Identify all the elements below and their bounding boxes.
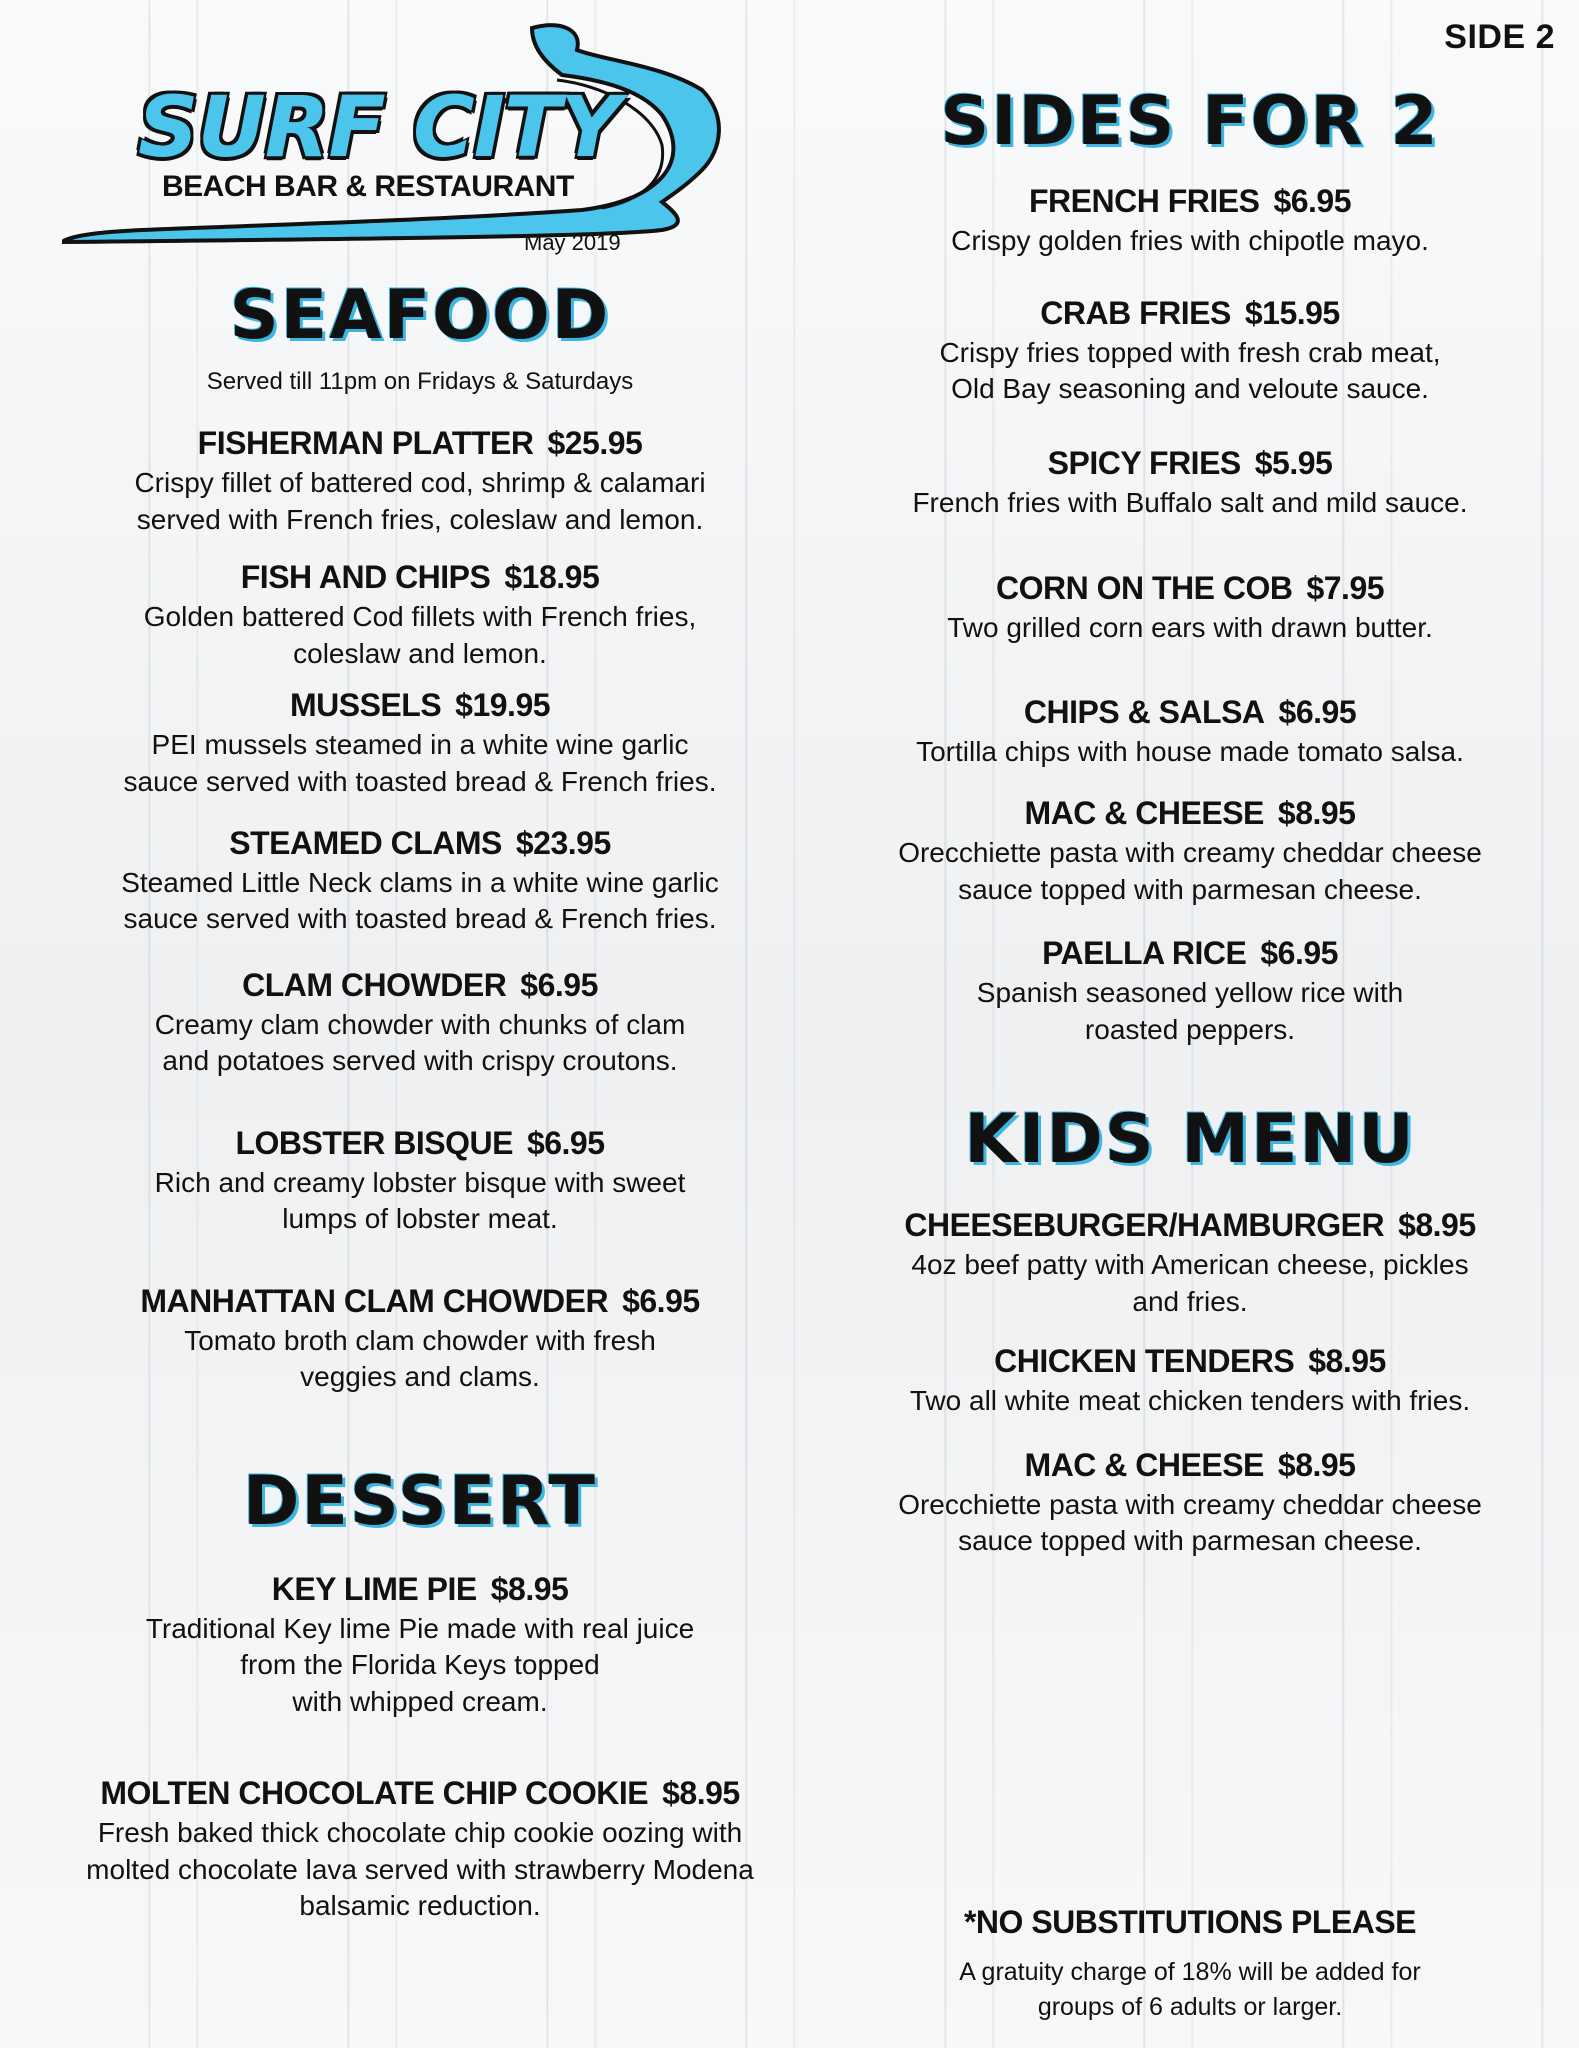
menu-item-price: $8.95 [1308, 1343, 1386, 1380]
menu-item [40, 1776, 800, 1924]
menu-item-price: $23.95 [515, 824, 611, 861]
seafood-note: Served till 11pm on Fridays & Saturdays [206, 368, 634, 395]
no-substitutions-note: *NO SUBSTITUTIONS PLEASE [963, 1904, 1417, 1940]
menu-item-name: MAC & CHEESE [1024, 1446, 1264, 1483]
menu-item-description: PEI mussels steamed in a white wine garlic sauce served with toasted bread & French fries. [123, 729, 717, 797]
left-column [40, 276, 800, 1925]
menu-item [40, 968, 800, 1080]
seafood-title: SEAFOOD [229, 276, 611, 355]
menu-item-title [830, 446, 1550, 481]
kids-menu-title: KIDS MENU [964, 1100, 1416, 1180]
menu-item-name: MAC & CHEESE [1024, 795, 1264, 832]
dessert-title: DESSERT [243, 1461, 597, 1541]
menu-item-price: $19.95 [455, 686, 551, 723]
menu-item-description: Rich and creamy lobster bisque with sweet lumps of lobster meat. [154, 1167, 686, 1235]
kids-items [830, 1208, 1550, 1560]
menu-item-price: $25.95 [547, 425, 643, 461]
logo-subtitle: BEACH BAR & RESTAURANT [162, 170, 574, 203]
menu-item [830, 1344, 1550, 1420]
sides-title: SIDES FOR 2 [940, 82, 1440, 161]
menu-item-price: $8.95 [490, 1570, 569, 1607]
side-label: SIDE 2 [1444, 18, 1555, 56]
menu-item-price: $6.95 [622, 1282, 700, 1319]
menu-item-name: FISH AND CHIPS [240, 558, 491, 595]
menu-item-price: $6.95 [1260, 935, 1338, 972]
menu-item-price: $8.95 [1398, 1207, 1476, 1244]
menu-item-name: MANHATTAN CLAM CHOWDER [140, 1282, 609, 1319]
menu-item-name: FRENCH FRIES [1028, 183, 1260, 219]
menu-item [830, 1208, 1550, 1320]
menu-item-description: Two grilled corn ears with drawn butter. [947, 612, 1433, 644]
menu-item [40, 1284, 800, 1396]
menu-item-name: LOBSTER BISQUE [235, 1124, 513, 1161]
menu-item [40, 688, 800, 800]
menu-item-description: Crispy fillet of battered cod, shrimp & calamari served with French fries, coleslaw and lemon. [134, 467, 706, 535]
menu-item-name: MUSSELS [289, 686, 442, 723]
menu-item-name: SPICY FRIES [1047, 444, 1241, 481]
menu-item-title [830, 1344, 1550, 1379]
footer [830, 1904, 1550, 2025]
menu-item [830, 184, 1550, 260]
menu-item [40, 1572, 800, 1720]
menu-item-name: KEY LIME PIE [271, 1570, 477, 1607]
menu-item-price: $8.95 [662, 1775, 740, 1812]
menu-item [830, 1448, 1550, 1560]
menu-item-title [40, 1126, 800, 1161]
menu-item-description: Tortilla chips with house made tomato salsa. [916, 735, 1464, 767]
menu-item [40, 1126, 800, 1238]
menu-item-title [830, 936, 1550, 971]
menu-item [830, 571, 1550, 647]
menu-item-title [40, 560, 800, 595]
dessert-items [40, 1572, 800, 1925]
surf-city-logo [62, 20, 742, 255]
menu-item-title [40, 826, 800, 861]
menu-item-description: Traditional Key lime Pie made with real juice from the Florida Keys topped with whipped cream. [145, 1612, 695, 1717]
menu-item-description: Crispy golden fries with chipotle mayo. [951, 225, 1429, 257]
menu-item-price: $5.95 [1254, 444, 1333, 481]
menu-item-description: 4oz beef patty with American cheese, pickles and fries. [911, 1249, 1469, 1317]
menu-item [40, 826, 800, 938]
menu-item-title [40, 426, 800, 461]
menu-item-description: Steamed Little Neck clams in a white wine garlic sauce served with toasted bread & French fries. [121, 867, 719, 935]
menu-item-name: CHEESEBURGER/HAMBURGER [904, 1207, 1385, 1244]
menu-item-name: CRAB FRIES [1040, 294, 1231, 331]
menu-item-description: Orecchiette pasta with creamy cheddar cheese sauce topped with parmesan cheese. [898, 837, 1482, 905]
menu-item-title [830, 1208, 1550, 1243]
seafood-items [40, 426, 800, 1396]
menu-item-description: Orecchiette pasta with creamy cheddar cheese sauce topped with parmesan cheese. [898, 1488, 1482, 1557]
menu-item-price: $6.95 [520, 966, 598, 1003]
menu-item-title [830, 1448, 1550, 1483]
menu-item-description: French fries with Buffalo salt and mild sauce. [912, 486, 1468, 518]
menu-item-title [40, 1284, 800, 1319]
menu-item-title [40, 1572, 800, 1607]
menu-item [830, 446, 1550, 522]
menu-item-description: Creamy clam chowder with chunks of clam and potatoes served with crispy croutons. [154, 1009, 686, 1077]
menu-item-description: Tomato broth clam chowder with fresh veggies and clams. [184, 1325, 656, 1393]
menu-item-price: $7.95 [1306, 570, 1385, 607]
menu-item-title [830, 296, 1550, 331]
menu-item-title [40, 688, 800, 723]
menu-item [830, 296, 1550, 408]
sides-items [830, 184, 1550, 1048]
gratuity-note: A gratuity charge of 18% will be added for groups of 6 adults or larger. [959, 1958, 1421, 2021]
menu-item-price: $8.95 [1277, 1446, 1356, 1483]
menu-item [830, 936, 1550, 1048]
menu-item-price: $6.95 [1278, 693, 1357, 730]
menu-item-price: $6.95 [1273, 183, 1352, 219]
menu-item-name: CLAM CHOWDER [242, 966, 507, 1003]
menu-item-description: Crispy fries topped with fresh crab meat, Old Bay seasoning and veloute sauce. [939, 336, 1441, 405]
menu-item-name: CHIPS & SALSA [1023, 693, 1265, 730]
menu-item-name: FISHERMAN PLATTER [197, 425, 534, 461]
menu-item [830, 796, 1550, 908]
menu-item-price: $8.95 [1277, 795, 1356, 832]
menu-item-description: Two all white meat chicken tenders with fries. [909, 1385, 1471, 1417]
menu-item-name: CORN ON THE COB [995, 570, 1293, 607]
menu-item-description: Spanish seasoned yellow rice with roasted peppers. [976, 977, 1404, 1045]
menu-item-name: CHICKEN TENDERS [994, 1343, 1295, 1380]
menu-item-title [830, 796, 1550, 831]
menu-item [40, 426, 800, 538]
menu-item-title [830, 184, 1550, 219]
menu-item [830, 695, 1550, 771]
menu-item-description: Fresh baked thick chocolate chip cookie oozing with molted chocolate lava served with strawberry Modena balsamic reduction. [86, 1817, 754, 1922]
menu-item-name: MOLTEN CHOCOLATE CHIP COOKIE [100, 1775, 649, 1812]
logo-date: May 2019 [524, 230, 621, 255]
menu-item-title [830, 695, 1550, 730]
menu-item-price: $6.95 [526, 1124, 605, 1161]
menu-item-name: PAELLA RICE [1042, 935, 1247, 972]
menu-item-price: $18.95 [504, 558, 600, 595]
right-column [830, 82, 1550, 1560]
logo-title: SURF CITY [138, 78, 621, 176]
menu-item-price: $15.95 [1244, 294, 1340, 331]
menu-item-name: STEAMED CLAMS [229, 824, 502, 861]
menu-item-title [40, 968, 800, 1003]
menu-item-title [830, 571, 1550, 606]
menu-item-title [40, 1776, 800, 1811]
menu-item [40, 560, 800, 672]
menu-item-description: Golden battered Cod fillets with French fries, coleslaw and lemon. [143, 601, 697, 669]
